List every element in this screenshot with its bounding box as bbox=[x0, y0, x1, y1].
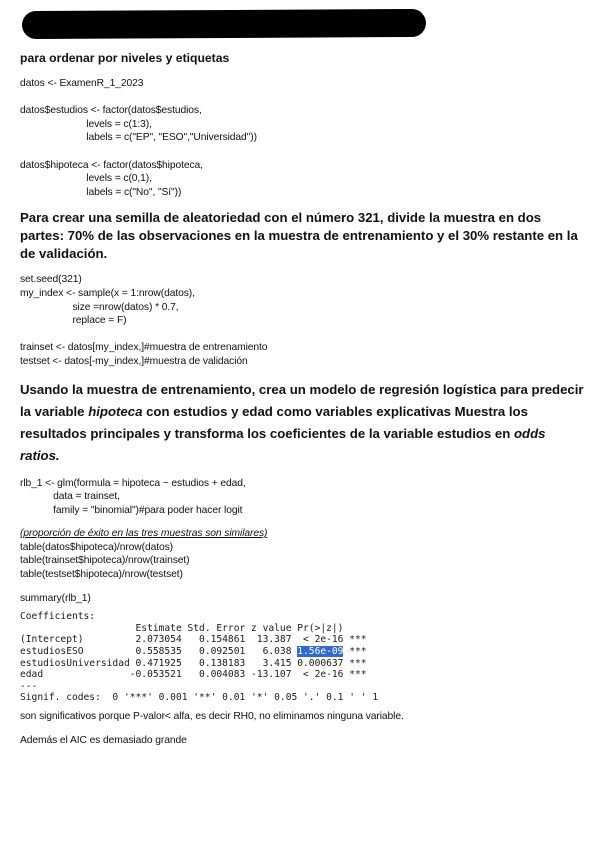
output-row-universidad: estudiosUniversidad 0.471925 0.138183 3.415 0.000637 *** bbox=[20, 657, 367, 669]
code-line: set.seed(321) bbox=[20, 274, 82, 286]
code-line: replace = F) bbox=[20, 315, 127, 327]
conclusion-aic: Además el AIC es demasiado grande bbox=[20, 734, 187, 746]
output-row-edad: edad -0.053521 0.004083 -13.107 < 2e-16 *** bbox=[20, 669, 367, 681]
code-line: labels = c("EP", "ESO","Universidad")) bbox=[20, 132, 257, 144]
note-proportion: (proporción de éxito en las tres muestras son similares) bbox=[20, 528, 268, 540]
code-line bbox=[20, 145, 585, 159]
code-line: my_index <- sample(x = 1:nrow(datos), bbox=[20, 287, 195, 299]
code-line: rlb_1 <- glm(formula = hipoteca ~ estudios + edad, bbox=[20, 477, 246, 489]
code-line: table(trainset$hipoteca)/nrow(trainset) bbox=[20, 555, 190, 567]
code-line: data = trainset, bbox=[20, 491, 120, 503]
code-block-tables bbox=[20, 541, 585, 582]
heading-emphasis: odds ratios. bbox=[20, 425, 546, 463]
code-line: labels = c("No", "Sí")) bbox=[20, 186, 182, 198]
heading-text: con estudios y edad como variables explicativas Muestra los resultados principales y transforma los coeficientes de la variable estudios en bbox=[20, 403, 528, 441]
output-header: Estimate Std. Error z value Pr(>|z|) bbox=[20, 622, 367, 634]
code-line: table(datos$hipoteca)/nrow(datos) bbox=[20, 541, 173, 553]
code-line bbox=[20, 328, 585, 342]
code-block-factors bbox=[20, 77, 585, 199]
output-signif-codes: Signif. codes: 0 '***' 0.001 '**' 0.01 '*' 0.05 '.' 0.1 ' ' 1 bbox=[20, 692, 379, 704]
code-line bbox=[20, 91, 585, 105]
section-heading-seed: Para crear una semilla de aleatoriedad con el número 321, divide la muestra en dos partes: 70% de las observaciones en la muestra de entrenamiento y el 30% restante en la de validación. bbox=[20, 210, 578, 262]
highlighted-pvalue: 1.56e-09 bbox=[297, 646, 344, 658]
code-line: datos$estudios <- factor(datos$estudios, bbox=[20, 105, 202, 117]
section-heading-levels: para ordenar por niveles y etiquetas bbox=[20, 51, 230, 65]
output-title: Coefficients: bbox=[20, 611, 96, 623]
document-page bbox=[20, 50, 585, 747]
output-row-intercept: (Intercept) 2.073054 0.154861 13.387 < 2e-16 *** bbox=[20, 634, 367, 646]
code-block-glm bbox=[20, 477, 585, 518]
code-line: size =nrow(datos) * 0.7, bbox=[20, 301, 179, 313]
heading-emphasis: hipoteca bbox=[88, 403, 143, 419]
code-block-split bbox=[20, 273, 585, 368]
code-line: testset <- datos[-my_index,]#muestra de validación bbox=[20, 355, 248, 367]
section-heading-model bbox=[20, 379, 585, 467]
code-line: family = "binomial")#para poder hacer logit bbox=[20, 504, 243, 516]
redaction-bar bbox=[22, 9, 426, 39]
code-line: trainset <- datos[my_index,]#muestra de entrenamiento bbox=[20, 342, 268, 354]
code-line: table(testset$hipoteca)/nrow(testset) bbox=[20, 569, 183, 581]
code-line-summary: summary(rlb_1) bbox=[20, 592, 91, 604]
code-line: datos <- ExamenR_1_2023 bbox=[20, 78, 144, 89]
r-output-coefficients bbox=[20, 611, 585, 704]
code-line: datos$hipoteca <- factor(datos$hipoteca, bbox=[20, 159, 203, 171]
code-line: levels = c(0,1), bbox=[20, 173, 152, 185]
heading-text: Usando la muestra de entrenamiento, crea un modelo de regresión logística para predecir la variable bbox=[20, 381, 584, 419]
output-separator: --- bbox=[20, 680, 38, 692]
conclusion-significance: son significativos porque P-valor< alfa, es decir RH0, no eliminamos ninguna variable. bbox=[20, 711, 404, 722]
code-line: levels = c(1:3), bbox=[20, 118, 152, 130]
output-row-eso: estudiosESO 0.558535 0.092501 6.038 1.56e-09 *** bbox=[20, 646, 367, 658]
